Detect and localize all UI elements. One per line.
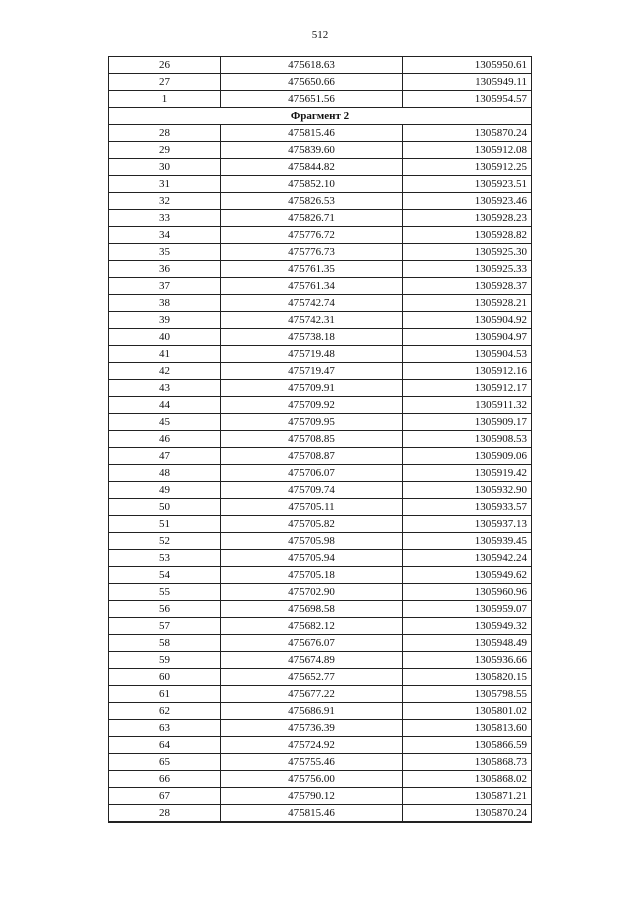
x-coordinate-cell: 475708.85 <box>221 431 403 448</box>
y-coordinate-cell: 1305925.30 <box>403 244 532 261</box>
x-coordinate-cell: 475826.71 <box>221 210 403 227</box>
x-coordinate-cell: 475738.18 <box>221 329 403 346</box>
table-row <box>109 567 532 584</box>
x-coordinate-cell: 475705.94 <box>221 550 403 567</box>
point-number-cell: 64 <box>109 737 221 754</box>
x-coordinate-cell: 475839.60 <box>221 142 403 159</box>
y-coordinate-cell: 1305942.24 <box>403 550 532 567</box>
table-row <box>109 380 532 397</box>
point-number-cell: 55 <box>109 584 221 601</box>
table-row <box>109 703 532 720</box>
point-number-cell: 60 <box>109 669 221 686</box>
point-number-cell: 65 <box>109 754 221 771</box>
table-row <box>109 584 532 601</box>
x-coordinate-cell: 475650.66 <box>221 74 403 91</box>
y-coordinate-cell: 1305912.16 <box>403 363 532 380</box>
x-coordinate-cell: 475826.53 <box>221 193 403 210</box>
y-coordinate-cell: 1305866.59 <box>403 737 532 754</box>
x-coordinate-cell: 475742.31 <box>221 312 403 329</box>
point-number-cell: 28 <box>109 805 221 823</box>
x-coordinate-cell: 475702.90 <box>221 584 403 601</box>
x-coordinate-cell: 475698.58 <box>221 601 403 618</box>
x-coordinate-cell: 475709.95 <box>221 414 403 431</box>
table-row <box>109 57 532 74</box>
point-number-cell: 26 <box>109 57 221 74</box>
table-row <box>109 312 532 329</box>
point-number-cell: 27 <box>109 74 221 91</box>
point-number-cell: 37 <box>109 278 221 295</box>
point-number-cell: 59 <box>109 652 221 669</box>
point-number-cell: 42 <box>109 363 221 380</box>
y-coordinate-cell: 1305928.82 <box>403 227 532 244</box>
y-coordinate-cell: 1305949.11 <box>403 74 532 91</box>
point-number-cell: 35 <box>109 244 221 261</box>
point-number-cell: 33 <box>109 210 221 227</box>
x-coordinate-cell: 475618.63 <box>221 57 403 74</box>
y-coordinate-cell: 1305954.57 <box>403 91 532 108</box>
x-coordinate-cell: 475705.82 <box>221 516 403 533</box>
x-coordinate-cell: 475705.98 <box>221 533 403 550</box>
y-coordinate-cell: 1305820.15 <box>403 669 532 686</box>
point-number-cell: 41 <box>109 346 221 363</box>
point-number-cell: 43 <box>109 380 221 397</box>
table-row <box>109 142 532 159</box>
y-coordinate-cell: 1305949.32 <box>403 618 532 635</box>
x-coordinate-cell: 475674.89 <box>221 652 403 669</box>
x-coordinate-cell: 475761.35 <box>221 261 403 278</box>
table-row <box>109 482 532 499</box>
x-coordinate-cell: 475652.77 <box>221 669 403 686</box>
y-coordinate-cell: 1305933.57 <box>403 499 532 516</box>
section-header-row <box>109 108 532 125</box>
y-coordinate-cell: 1305908.53 <box>403 431 532 448</box>
table-row <box>109 754 532 771</box>
x-coordinate-cell: 475677.22 <box>221 686 403 703</box>
point-number-cell: 50 <box>109 499 221 516</box>
table-row <box>109 278 532 295</box>
point-number-cell: 47 <box>109 448 221 465</box>
y-coordinate-cell: 1305923.51 <box>403 176 532 193</box>
x-coordinate-cell: 475755.46 <box>221 754 403 771</box>
table-row <box>109 533 532 550</box>
coordinates-table-body <box>109 57 532 823</box>
x-coordinate-cell: 475708.87 <box>221 448 403 465</box>
x-coordinate-cell: 475709.92 <box>221 397 403 414</box>
point-number-cell: 32 <box>109 193 221 210</box>
x-coordinate-cell: 475706.07 <box>221 465 403 482</box>
table-row <box>109 244 532 261</box>
table-row <box>109 499 532 516</box>
point-number-cell: 44 <box>109 397 221 414</box>
table-row <box>109 176 532 193</box>
point-number-cell: 52 <box>109 533 221 550</box>
table-row <box>109 227 532 244</box>
point-number-cell: 58 <box>109 635 221 652</box>
y-coordinate-cell: 1305868.73 <box>403 754 532 771</box>
table-row <box>109 125 532 142</box>
point-number-cell: 66 <box>109 771 221 788</box>
x-coordinate-cell: 475815.46 <box>221 125 403 142</box>
x-coordinate-cell: 475709.74 <box>221 482 403 499</box>
point-number-cell: 49 <box>109 482 221 499</box>
table-row <box>109 601 532 618</box>
point-number-cell: 54 <box>109 567 221 584</box>
x-coordinate-cell: 475686.91 <box>221 703 403 720</box>
table-row <box>109 295 532 312</box>
point-number-cell: 61 <box>109 686 221 703</box>
point-number-cell: 53 <box>109 550 221 567</box>
table-row <box>109 329 532 346</box>
y-coordinate-cell: 1305932.90 <box>403 482 532 499</box>
point-number-cell: 46 <box>109 431 221 448</box>
table-row <box>109 805 532 823</box>
y-coordinate-cell: 1305813.60 <box>403 720 532 737</box>
x-coordinate-cell: 475776.73 <box>221 244 403 261</box>
y-coordinate-cell: 1305937.13 <box>403 516 532 533</box>
table-row <box>109 431 532 448</box>
y-coordinate-cell: 1305912.17 <box>403 380 532 397</box>
y-coordinate-cell: 1305904.53 <box>403 346 532 363</box>
x-coordinate-cell: 475709.91 <box>221 380 403 397</box>
x-coordinate-cell: 475852.10 <box>221 176 403 193</box>
point-number-cell: 1 <box>109 91 221 108</box>
y-coordinate-cell: 1305948.49 <box>403 635 532 652</box>
table-row <box>109 635 532 652</box>
coordinates-table <box>108 56 532 823</box>
table-row <box>109 669 532 686</box>
point-number-cell: 34 <box>109 227 221 244</box>
table-row <box>109 448 532 465</box>
y-coordinate-cell: 1305904.97 <box>403 329 532 346</box>
table-row <box>109 74 532 91</box>
x-coordinate-cell: 475776.72 <box>221 227 403 244</box>
y-coordinate-cell: 1305909.17 <box>403 414 532 431</box>
y-coordinate-cell: 1305870.24 <box>403 125 532 142</box>
x-coordinate-cell: 475844.82 <box>221 159 403 176</box>
table-row <box>109 720 532 737</box>
y-coordinate-cell: 1305960.96 <box>403 584 532 601</box>
table-row <box>109 550 532 567</box>
point-number-cell: 38 <box>109 295 221 312</box>
table-row <box>109 346 532 363</box>
y-coordinate-cell: 1305959.07 <box>403 601 532 618</box>
point-number-cell: 30 <box>109 159 221 176</box>
y-coordinate-cell: 1305911.32 <box>403 397 532 414</box>
table-row <box>109 210 532 227</box>
point-number-cell: 62 <box>109 703 221 720</box>
point-number-cell: 67 <box>109 788 221 805</box>
point-number-cell: 48 <box>109 465 221 482</box>
x-coordinate-cell: 475742.74 <box>221 295 403 312</box>
point-number-cell: 45 <box>109 414 221 431</box>
y-coordinate-cell: 1305904.92 <box>403 312 532 329</box>
x-coordinate-cell: 475682.12 <box>221 618 403 635</box>
y-coordinate-cell: 1305868.02 <box>403 771 532 788</box>
y-coordinate-cell: 1305925.33 <box>403 261 532 278</box>
y-coordinate-cell: 1305912.25 <box>403 159 532 176</box>
table-row <box>109 91 532 108</box>
point-number-cell: 28 <box>109 125 221 142</box>
page-number: 512 <box>311 29 329 41</box>
x-coordinate-cell: 475719.47 <box>221 363 403 380</box>
table-row <box>109 414 532 431</box>
x-coordinate-cell: 475724.92 <box>221 737 403 754</box>
table-row <box>109 516 532 533</box>
table-row <box>109 465 532 482</box>
y-coordinate-cell: 1305928.21 <box>403 295 532 312</box>
section-title: Фрагмент 2 <box>109 108 532 125</box>
x-coordinate-cell: 475651.56 <box>221 91 403 108</box>
y-coordinate-cell: 1305950.61 <box>403 57 532 74</box>
point-number-cell: 29 <box>109 142 221 159</box>
y-coordinate-cell: 1305912.08 <box>403 142 532 159</box>
point-number-cell: 39 <box>109 312 221 329</box>
y-coordinate-cell: 1305798.55 <box>403 686 532 703</box>
x-coordinate-cell: 475705.18 <box>221 567 403 584</box>
y-coordinate-cell: 1305919.42 <box>403 465 532 482</box>
x-coordinate-cell: 475815.46 <box>221 805 403 823</box>
table-row <box>109 397 532 414</box>
x-coordinate-cell: 475676.07 <box>221 635 403 652</box>
x-coordinate-cell: 475790.12 <box>221 788 403 805</box>
y-coordinate-cell: 1305909.06 <box>403 448 532 465</box>
point-number-cell: 57 <box>109 618 221 635</box>
y-coordinate-cell: 1305928.23 <box>403 210 532 227</box>
y-coordinate-cell: 1305939.45 <box>403 533 532 550</box>
table-row <box>109 193 532 210</box>
table-row <box>109 261 532 278</box>
x-coordinate-cell: 475736.39 <box>221 720 403 737</box>
table-row <box>109 159 532 176</box>
table-row <box>109 686 532 703</box>
point-number-cell: 56 <box>109 601 221 618</box>
x-coordinate-cell: 475705.11 <box>221 499 403 516</box>
y-coordinate-cell: 1305949.62 <box>403 567 532 584</box>
table-row <box>109 618 532 635</box>
x-coordinate-cell: 475761.34 <box>221 278 403 295</box>
y-coordinate-cell: 1305801.02 <box>403 703 532 720</box>
point-number-cell: 36 <box>109 261 221 278</box>
table-row <box>109 771 532 788</box>
table-row <box>109 363 532 380</box>
point-number-cell: 51 <box>109 516 221 533</box>
table-row <box>109 737 532 754</box>
x-coordinate-cell: 475719.48 <box>221 346 403 363</box>
point-number-cell: 63 <box>109 720 221 737</box>
table-row <box>109 652 532 669</box>
y-coordinate-cell: 1305923.46 <box>403 193 532 210</box>
y-coordinate-cell: 1305870.24 <box>403 805 532 823</box>
point-number-cell: 31 <box>109 176 221 193</box>
table-row <box>109 788 532 805</box>
point-number-cell: 40 <box>109 329 221 346</box>
y-coordinate-cell: 1305871.21 <box>403 788 532 805</box>
y-coordinate-cell: 1305928.37 <box>403 278 532 295</box>
y-coordinate-cell: 1305936.66 <box>403 652 532 669</box>
x-coordinate-cell: 475756.00 <box>221 771 403 788</box>
